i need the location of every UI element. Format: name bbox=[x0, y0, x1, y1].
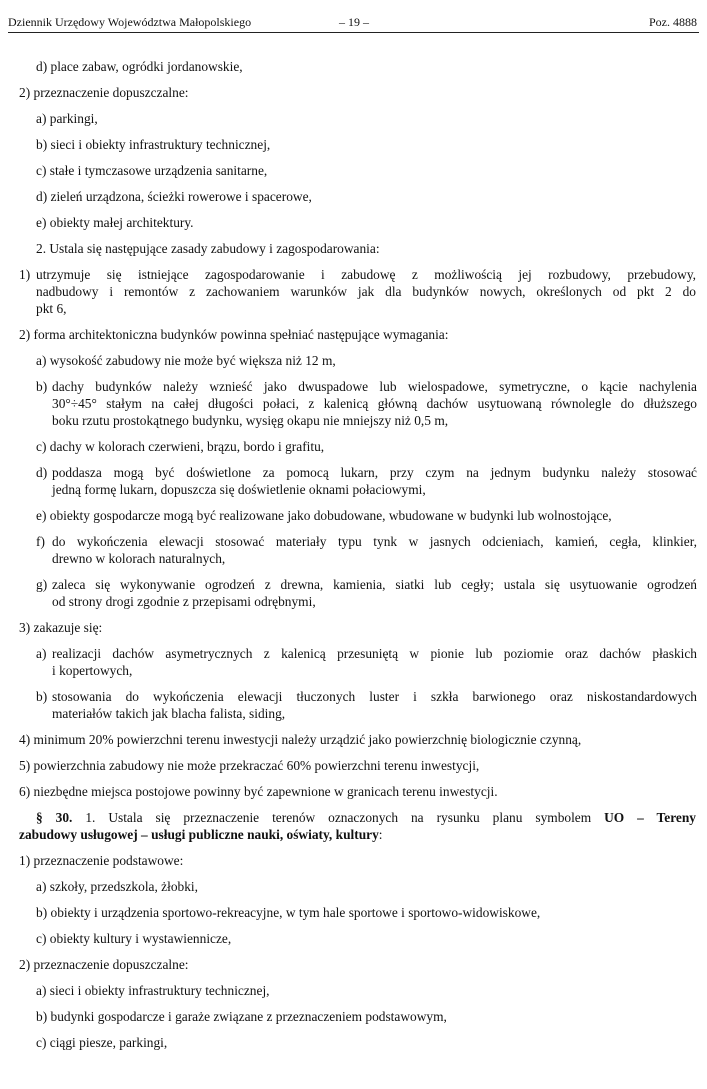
section-heading-line bbox=[36, 810, 696, 826]
text-line: 5) powierzchnia zabudowy nie może przekraczać 60% powierzchni terenu inwestycji, bbox=[19, 758, 480, 773]
text-line: utrzymuje się istniejące zagospodarowanie i zabudowę z możliwością jej rozbudowy, przebudowy, bbox=[36, 267, 696, 282]
text-line: stosowania do wykończenia elewacji tłuczonych luster i szkła barwionego oraz niskostandardowych bbox=[52, 689, 697, 704]
page-number: – 19 – bbox=[339, 15, 369, 29]
text-line: c) obiekty kultury i wystawiennicze, bbox=[36, 931, 232, 946]
journal-title: Dziennik Urzędowy Województwa Małopolskiego bbox=[8, 15, 252, 29]
list-number: a) bbox=[36, 646, 47, 661]
list-number: f) bbox=[36, 534, 45, 549]
text-line: c) dachy w kolorach czerwieni, brązu, bordo i grafitu, bbox=[36, 439, 325, 454]
text-line: od strony drogi zgodnie z przepisami odrębnymi, bbox=[52, 594, 316, 609]
text-line: materiałów takich jak blacha falista, siding, bbox=[52, 706, 286, 721]
text-line: 2) forma architektoniczna budynków powinna spełniać następujące wymagania: bbox=[19, 327, 449, 342]
text-line: 4) minimum 20% powierzchni terenu inwestycji należy urządzić jako powierzchnię biologicznie czynną, bbox=[19, 732, 582, 747]
text-line: d) place zabaw, ogródki jordanowskie, bbox=[36, 59, 243, 74]
text-span: : bbox=[378, 827, 383, 842]
page-header bbox=[8, 12, 699, 33]
text-line: do wykończenia elewacji stosować materiały typu tynk w jasnych odcieniach, kamień, cegła, klinkier, bbox=[52, 534, 697, 549]
text-line: i kopertowych, bbox=[52, 663, 133, 678]
text-line: a) szkoły, przedszkola, żłobki, bbox=[36, 879, 198, 894]
zone-symbol: UO – Tereny bbox=[604, 810, 696, 825]
text-line: 30°÷45° stałym na całej długości połaci, z kalenicą główną dachów usytuowaną równolegle do dłuższego bbox=[52, 396, 697, 411]
text-line: realizacji dachów asymetrycznych z kalenicą przesuniętą w pionie lub poziomie oraz dachów płaskich bbox=[52, 646, 697, 661]
text-line: c) ciągi piesze, parkingi, bbox=[36, 1035, 168, 1050]
text-line: b) obiekty i urządzenia sportowo-rekreacyjne, w tym hale sportowe i sportowo-widowiskowe, bbox=[36, 905, 541, 920]
text-line: poddasza mogą być doświetlone za pomocą lukarn, przy czym na jednym budynku należy stosować bbox=[52, 465, 697, 480]
text-line: 3) zakazuje się: bbox=[19, 620, 103, 635]
section-heading-line bbox=[19, 827, 383, 843]
list-number: d) bbox=[36, 465, 48, 480]
position-number: Poz. 4888 bbox=[649, 15, 697, 29]
text-line: e) obiekty gospodarcze mogą być realizowane jako dobudowane, wbudowane w budynki lub wolnostojące, bbox=[36, 508, 612, 523]
text-span: 1. Ustala się przeznaczenie terenów oznaczonych na rysunku planu symbolem bbox=[85, 810, 592, 825]
text-line: 2. Ustala się następujące zasady zabudowy i zagospodarowania: bbox=[36, 241, 380, 256]
text-line: 2) przeznaczenie dopuszczalne: bbox=[19, 85, 189, 100]
zone-name: zabudowy usługowej – usługi publiczne nauki, oświaty, kultury bbox=[19, 827, 379, 842]
list-number: b) bbox=[36, 379, 48, 394]
text-line: a) sieci i obiekty infrastruktury technicznej, bbox=[36, 983, 270, 998]
list-number: g) bbox=[36, 577, 48, 592]
text-line: b) budynki gospodarcze i garaże związane z przeznaczeniem podstawowym, bbox=[36, 1009, 447, 1024]
text-line: a) parkingi, bbox=[36, 111, 98, 126]
text-line: d) zieleń urządzona, ścieżki rowerowe i spacerowe, bbox=[36, 189, 312, 204]
text-line: e) obiekty małej architektury. bbox=[36, 215, 194, 230]
text-line: c) stałe i tymczasowe urządzenia sanitarne, bbox=[36, 163, 268, 178]
text-line: b) sieci i obiekty infrastruktury technicznej, bbox=[36, 137, 271, 152]
text-line: pkt 6, bbox=[36, 301, 67, 316]
text-line: jedną formę lukarn, dopuszcza się doświetlenie oknami połaciowymi, bbox=[52, 482, 426, 497]
list-number: 1) bbox=[19, 267, 31, 282]
text-line: a) wysokość zabudowy nie może być większa niż 12 m, bbox=[36, 353, 336, 368]
section-number: § 30. bbox=[36, 810, 73, 825]
list-number: b) bbox=[36, 689, 48, 704]
text-line: boku rzutu prostokątnego budynku, wysięg okapu nie mniejszy niż 0,5 m, bbox=[52, 413, 449, 428]
text-line: dachy budynków należy wznieść jako dwuspadowe lub wielospadowe, symetryczne, o kącie nachylenia bbox=[52, 379, 697, 394]
text-line: 2) przeznaczenie dopuszczalne: bbox=[19, 957, 189, 972]
text-line: nadbudowy i remontów z zachowaniem warunków jak dla budynków nowych, określonych od pkt 2 do bbox=[36, 284, 696, 299]
text-line: drewno w kolorach naturalnych, bbox=[52, 551, 226, 566]
text-line: 6) niezbędne miejsca postojowe powinny być zapewnione w granicach terenu inwestycji. bbox=[19, 784, 498, 799]
text-line: zaleca się wykonywanie ogrodzeń z drewna, kamienia, siatki lub cegły; ustala się usytuowanie ogrodzeń bbox=[52, 577, 697, 592]
text-line: 1) przeznaczenie podstawowe: bbox=[19, 853, 184, 868]
